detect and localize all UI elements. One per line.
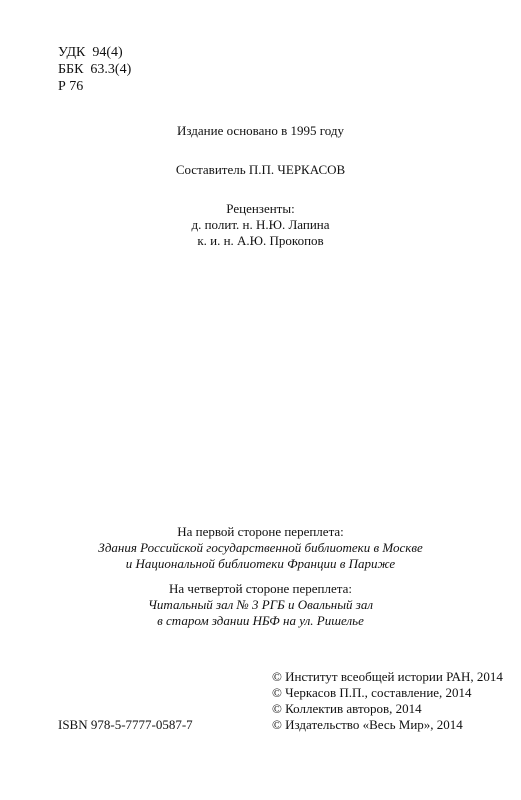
compiler-credit: Составитель П.П. ЧЕРКАСОВ [175, 162, 346, 177]
reviewers-heading: Рецензенты: [226, 201, 295, 216]
reviewer-line: д. полит. н. Н.Ю. Лапина [191, 217, 330, 232]
edition-founded-note: Издание основано в 1995 году [177, 123, 344, 138]
copyright-line: © Издательство «Весь Мир», 2014 [272, 717, 463, 732]
front-cover-heading: На первой стороне переплета: [177, 524, 344, 539]
reviewers-block [0, 201, 521, 249]
copyright-line: © Институт всеобщей истории РАН, 2014 [272, 669, 503, 684]
back-cover-note [0, 581, 521, 629]
front-cover-note [0, 524, 521, 572]
back-cover-description: Читальный зал № 3 РГБ и Овальный зал [147, 597, 374, 612]
front-cover-description: и Национальной библиотеки Франции в Париже [125, 556, 396, 571]
classification-block [58, 44, 131, 95]
copyright-line: © Черкасов П.П., составление, 2014 [272, 685, 472, 700]
copyright-block [272, 669, 503, 733]
front-cover-description: Здания Российской государственной библиотеки в Москве [98, 540, 423, 555]
bbk-code: ББК 63.3(4) [58, 62, 132, 77]
back-cover-heading: На четвертой стороне переплета: [169, 581, 352, 596]
isbn-number: ISBN 978-5-7777-0587-7 [58, 717, 193, 732]
reviewer-line: к. и. н. А.Ю. Прокопов [197, 233, 324, 248]
udk-code: УДК 94(4) [58, 45, 123, 60]
author-mark: Р 76 [58, 79, 84, 94]
copyright-line: © Коллектив авторов, 2014 [272, 701, 422, 716]
back-cover-description: в старом здании НБФ на ул. Ришелье [157, 613, 364, 628]
